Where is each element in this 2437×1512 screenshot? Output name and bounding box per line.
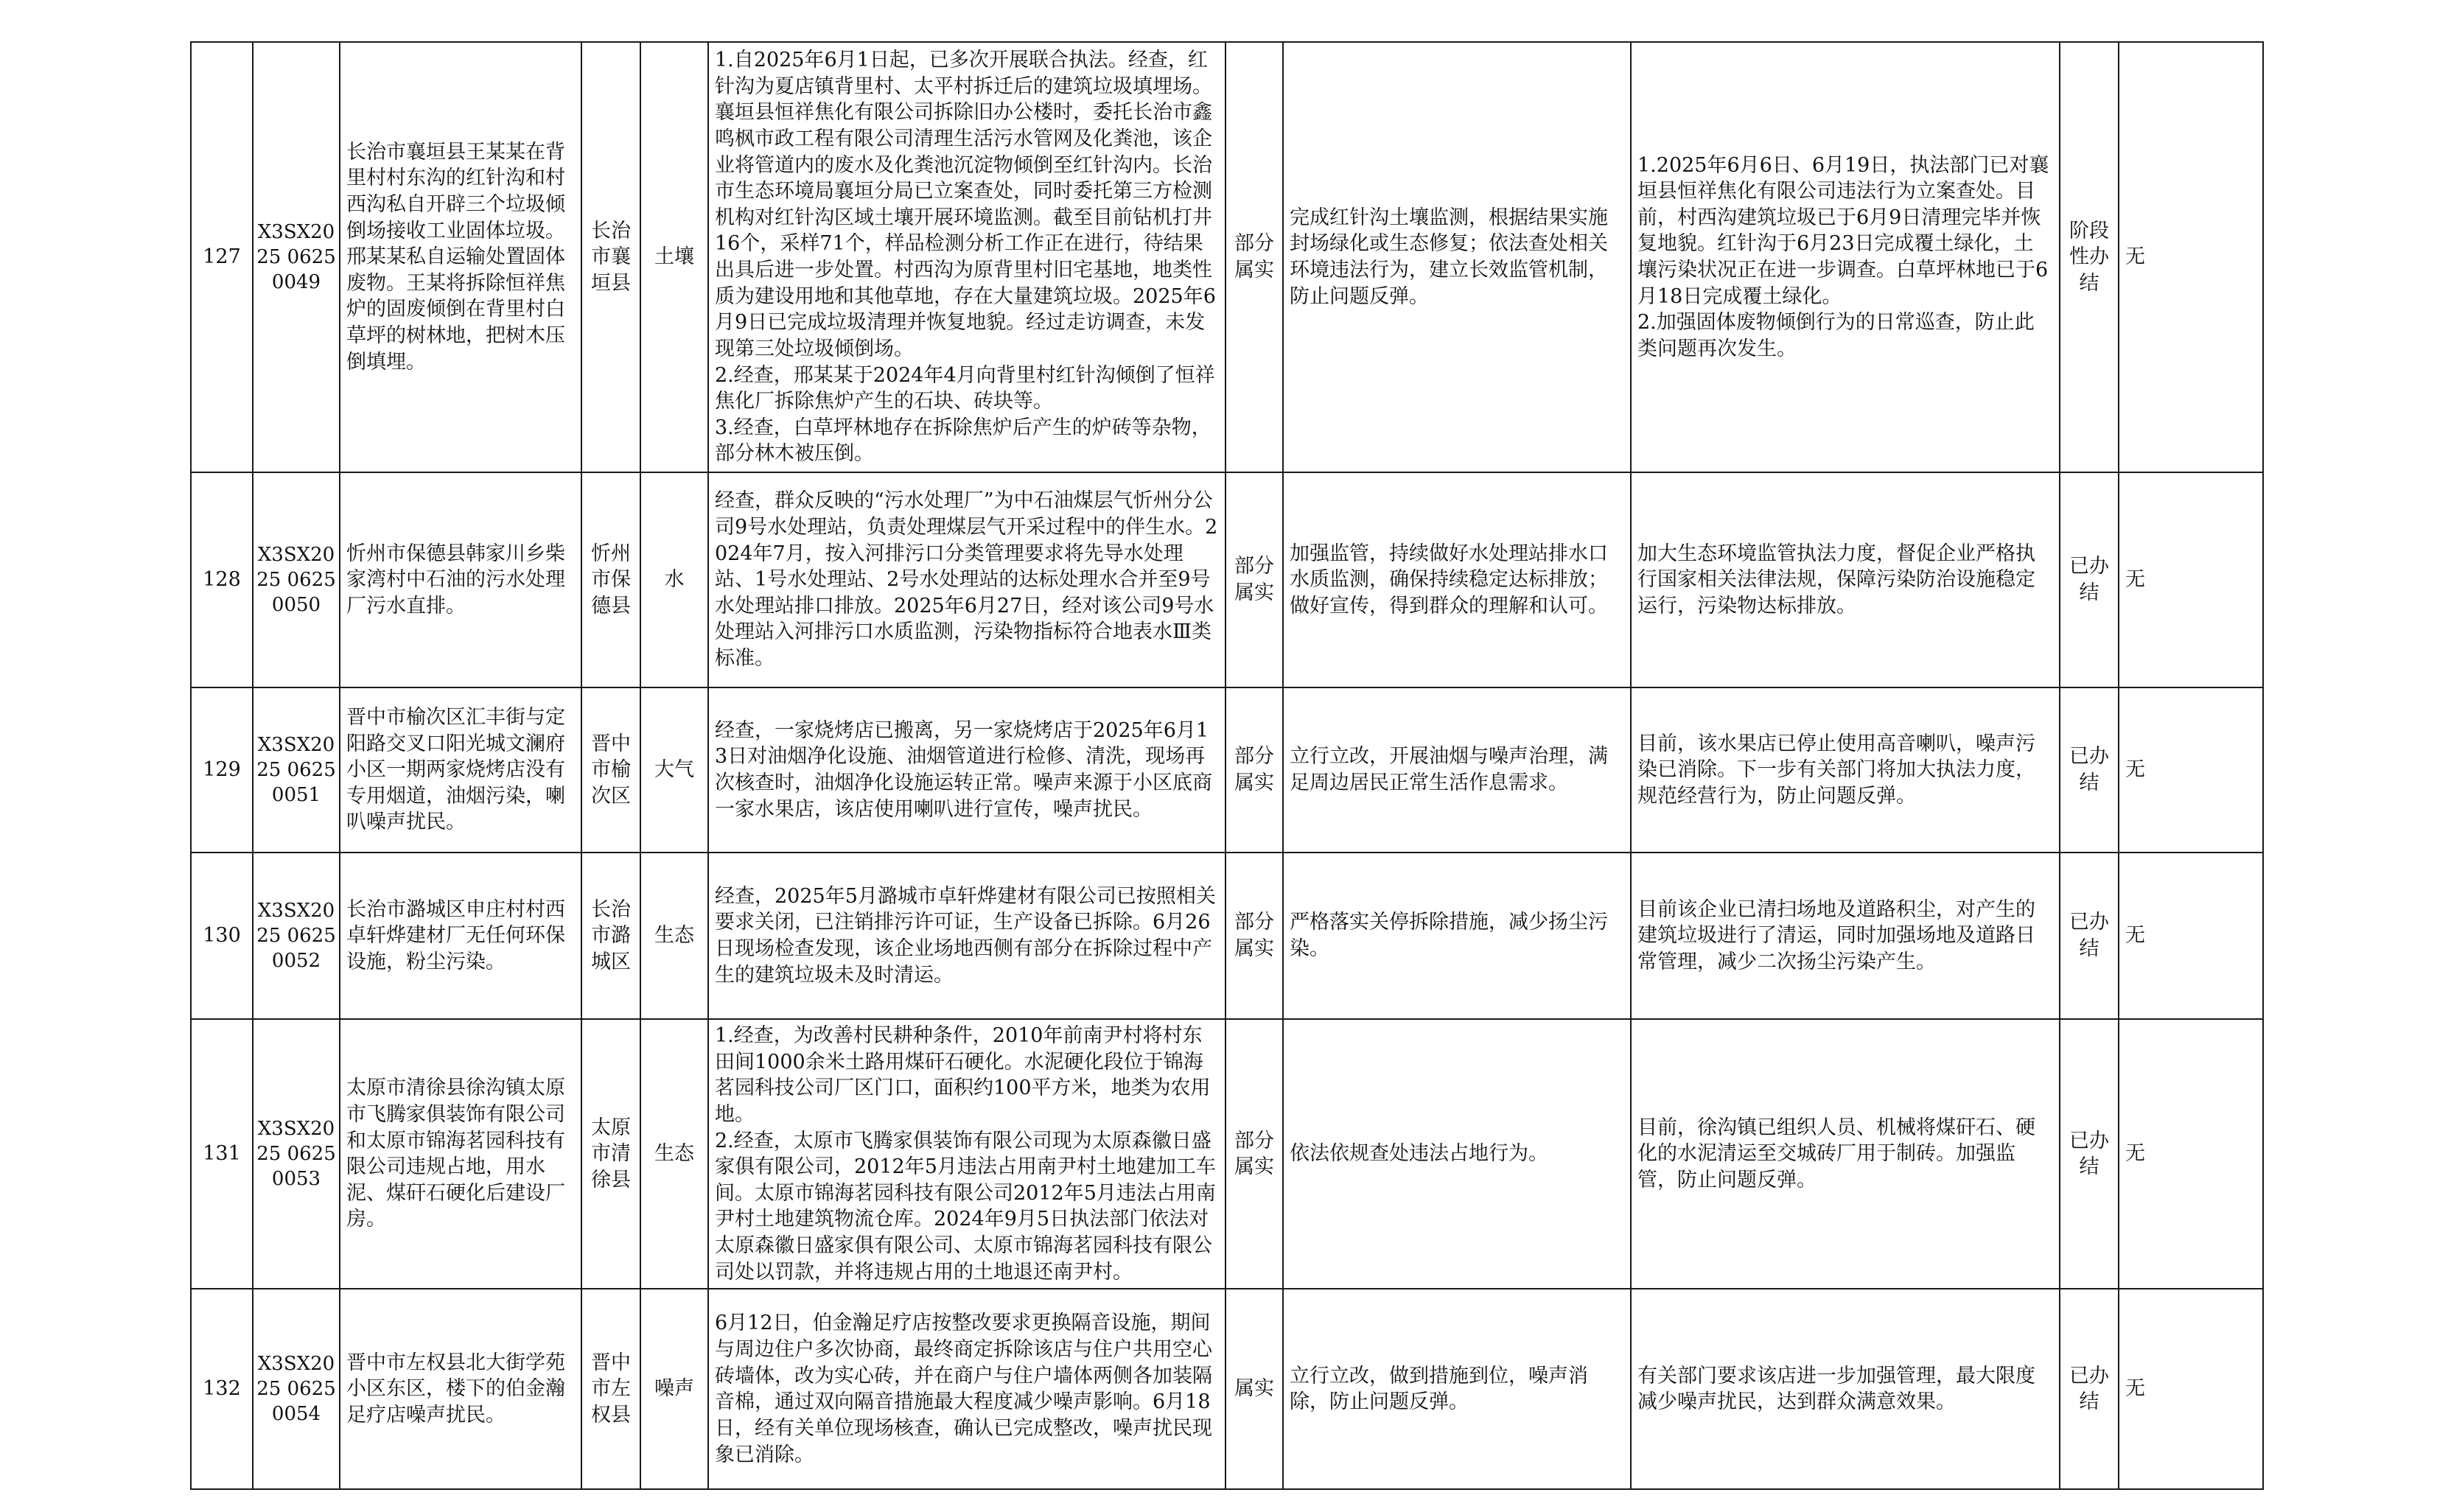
table-row — [191, 853, 2263, 1019]
results-paragraph: 2.加强固体废物倾倒行为的日常巡查，防止此类问题再次发生。 — [1637, 311, 2035, 360]
region: 晋中市左权县 — [581, 1289, 640, 1489]
row-number: 127 — [191, 42, 253, 472]
status: 已办结 — [2060, 472, 2119, 687]
investigation-findings — [708, 1019, 1226, 1289]
region: 长治市襄垣县 — [581, 42, 640, 472]
results — [1631, 1019, 2060, 1289]
investigation-findings — [708, 853, 1226, 1019]
complaint-content: 忻州市保德县韩家川乡柴家湾村中石油的污水处理厂污水直排。 — [340, 472, 581, 687]
findings-paragraph: 2.经查，邢某某于2024年4月向背里村红针沟倾倒了恒祥焦化厂拆除焦炉产生的石块、砖块等。 — [715, 363, 1215, 413]
measures: 依法依规查处违法占地行为。 — [1283, 1019, 1631, 1289]
table-row — [191, 1019, 2263, 1289]
findings-paragraph: 1.经查，为改善村民耕种条件，2010年前南尹村将村东田间1000余米土路用煤矸石硬化。水泥硬化段位于锦海茗园科技公司厂区门口，面积约100平方米，地类为农用地。 — [715, 1024, 1211, 1126]
verdict: 部分属实 — [1226, 1019, 1283, 1289]
status: 阶段性办结 — [2060, 42, 2119, 472]
row-number: 131 — [191, 1019, 253, 1289]
region: 忻州市保德县 — [581, 472, 640, 687]
accountability: 无 — [2119, 687, 2263, 853]
table-row — [191, 687, 2263, 853]
verdict: 部分属实 — [1226, 853, 1283, 1019]
investigation-findings — [708, 472, 1226, 687]
pollution-type: 生态 — [640, 1019, 708, 1289]
accountability: 无 — [2119, 42, 2263, 472]
complaint-content: 长治市襄垣县王某某在背里村村东沟的红针沟和村西沟私自开辟三个垃圾倾倒场接收工业固体垃圾。邢某某私自运输处置固体废物。王某将拆除恒祥焦炉的固废倾倒在背里村白草坪的树林地，把树木压倒填埋。 — [340, 42, 581, 472]
pollution-type: 大气 — [640, 687, 708, 853]
findings-paragraph: 3.经查，白草坪林地存在拆除焦炉后产生的炉砖等杂物，部分林木被压倒。 — [715, 416, 1211, 466]
complaint-table — [190, 41, 2264, 1490]
results-paragraph: 目前，该水果店已停止使用高音喇叭，噪声污染已消除。下一步有关部门将加大执法力度，规范经营行为，防止问题反弹。 — [1637, 732, 2035, 808]
accountability: 无 — [2119, 853, 2263, 1019]
complaint-content: 晋中市左权县北大街学苑小区东区，楼下的伯金瀚足疗店噪声扰民。 — [340, 1289, 581, 1489]
measures: 严格落实关停拆除措施，减少扬尘污染。 — [1283, 853, 1631, 1019]
status: 已办结 — [2060, 1019, 2119, 1289]
results-paragraph: 加大生态环境监管执法力度，督促企业严格执行国家相关法律法规，保障污染防治设施稳定运行，污染物达标排放。 — [1637, 542, 2035, 617]
complaint-content: 长治市潞城区申庄村村西卓轩烨建材厂无任何环保设施，粉尘污染。 — [340, 853, 581, 1019]
measures: 立行立改，做到措施到位，噪声消除，防止问题反弹。 — [1283, 1289, 1631, 1489]
row-number: 129 — [191, 687, 253, 853]
findings-paragraph: 经查，一家烧烤店已搬离，另一家烧烤店于2025年6月13日对油烟净化设施、油烟管道进行检修、清洗，现场再次核查时，油烟净化设施运转正常。噪声来源于小区底商一家水果店，该店使用喇叭进行宣传，噪声扰民。 — [715, 718, 1212, 821]
findings-paragraph: 6月12日，伯金瀚足疗店按整改要求更换隔音设施，期间与周边住户多次协商，最终商定拆除该店与住户共用空心砖墙体，改为实心砖，并在商户与住户墙体两侧各加装隔音棉，通过双向隔音措施最大程度减少噪声影响。6月18日，经有关单位现场核查，确认已完成整改，噪声扰民现象已消除。 — [715, 1312, 1212, 1466]
region: 长治市潞城区 — [581, 853, 640, 1019]
case-code: X3SX2025 06250051 — [253, 687, 340, 853]
measures: 立行立改，开展油烟与噪声治理，满足周边居民正常生活作息需求。 — [1283, 687, 1631, 853]
results-paragraph: 目前该企业已清扫场地及道路积尘，对产生的建筑垃圾进行了清运，同时加强场地及道路日常管理，减少二次扬尘污染产生。 — [1637, 897, 2035, 973]
pollution-type: 水 — [640, 472, 708, 687]
findings-paragraph: 1.自2025年6月1日起，已多次开展联合执法。经查，红针沟为夏店镇背里村、太平村拆迁后的建筑垃圾填埋场。襄垣县恒祥焦化有限公司拆除旧办公楼时，委托长治市鑫鸣枫市政工程有限公司清理生活污水管网及化粪池，该企业将管道内的废水及化粪池沉淀物倾倒至红针沟内。长治市生态环境局襄垣分局已立案查处，同时委托第三方检测机构对红针沟区域土壤开展环境监测。截至目前钻机打井16个，采样71个，样品检测分析工作正在进行，待结果出具后进一步处置。村西沟为原背里村旧宅基地，地类性质为建设用地和其他草地，存在大量建筑垃圾。2025年6月9日已完成垃圾清理并恢复地貌。经过走访调查，未发现第三处垃圾倾倒场。 — [715, 49, 1216, 360]
findings-paragraph: 经查，群众反映的“污水处理厂”为中石油煤层气忻州分公司9号水处理站，负责处理煤层气开采过程中的伴生水。2024年7月，按入河排污口分类管理要求将先导水处理站、1号水处理站、2号水处理站的达标处理水合并至9号水处理站排口排放。2025年6月27日，经对该公司9号水处理站入河排污口水质监测，污染物指标符合地表水Ⅲ类标准。 — [715, 489, 1218, 671]
results — [1631, 1289, 2060, 1489]
table-row — [191, 42, 2263, 472]
results-paragraph: 目前，徐沟镇已组织人员、机械将煤矸石、硬化的水泥清运至交城砖厂用于制砖。加强监管，防止问题反弹。 — [1637, 1116, 2035, 1191]
pollution-type: 土壤 — [640, 42, 708, 472]
measures: 加强监管，持续做好水处理站排水口水质监测，确保持续稳定达标排放；做好宣传，得到群众的理解和认可。 — [1283, 472, 1631, 687]
pollution-type: 噪声 — [640, 1289, 708, 1489]
case-code: X3SX2025 06250053 — [253, 1019, 340, 1289]
accountability: 无 — [2119, 1019, 2263, 1289]
region: 晋中市榆次区 — [581, 687, 640, 853]
investigation-findings — [708, 687, 1226, 853]
case-code: X3SX2025 06250054 — [253, 1289, 340, 1489]
status: 已办结 — [2060, 687, 2119, 853]
measures: 完成红针沟土壤监测，根据结果实施封场绿化或生态修复；依法查处相关环境违法行为，建立长效监管机制，防止问题反弹。 — [1283, 42, 1631, 472]
accountability: 无 — [2119, 1289, 2263, 1489]
verdict: 部分属实 — [1226, 42, 1283, 472]
case-code: X3SX2025 06250052 — [253, 853, 340, 1019]
complaint-content: 太原市清徐县徐沟镇太原市飞腾家俱装饰有限公司和太原市锦海茗园科技有限公司违规占地，用水泥、煤矸石硬化后建设厂房。 — [340, 1019, 581, 1289]
findings-paragraph: 经查，2025年5月潞城市卓轩烨建材有限公司已按照相关要求关闭，已注销排污许可证，生产设备已拆除。6月26日现场检查发现，该企业场地西侧有部分在拆除过程中产生的建筑垃圾未及时清运。 — [715, 884, 1216, 987]
region: 太原市清徐县 — [581, 1019, 640, 1289]
investigation-findings — [708, 42, 1226, 472]
row-number: 130 — [191, 853, 253, 1019]
row-number: 128 — [191, 472, 253, 687]
table-row — [191, 1289, 2263, 1489]
case-code: X3SX2025 06250050 — [253, 472, 340, 687]
case-code: X3SX2025 06250049 — [253, 42, 340, 472]
verdict: 属实 — [1226, 1289, 1283, 1489]
investigation-findings — [708, 1289, 1226, 1489]
results — [1631, 42, 2060, 472]
results — [1631, 853, 2060, 1019]
row-number: 132 — [191, 1289, 253, 1489]
table-row — [191, 472, 2263, 687]
results — [1631, 687, 2060, 853]
findings-paragraph: 2.经查，太原市飞腾家俱装饰有限公司现为太原森徽日盛家俱有限公司，2012年5月违法占用南尹村土地建加工车间。太原市锦海茗园科技有限公司2012年5月违法占用南尹村土地建筑物流仓库。2024年9月5日执法部门依法对太原森徽日盛家俱有限公司、太原市锦海茗园科技有限公司处以罚款，并将违规占用的土地退还南尹村。 — [715, 1129, 1216, 1284]
accountability: 无 — [2119, 472, 2263, 687]
pollution-type: 生态 — [640, 853, 708, 1019]
complaint-content: 晋中市榆次区汇丰街与定阳路交叉口阳光城文澜府小区一期两家烧烤店没有专用烟道，油烟污染，喇叭噪声扰民。 — [340, 687, 581, 853]
status: 已办结 — [2060, 853, 2119, 1019]
results-paragraph: 1.2025年6月6日、6月19日，执法部门已对襄垣县恒祥焦化有限公司违法行为立案查处。目前，村西沟建筑垃圾已于6月9日清理完毕并恢复地貌。红针沟于6月23日完成覆土绿化，土壤污染状况正在进一步调查。白草坪林地已于6月18日完成覆土绿化。 — [1637, 153, 2049, 308]
status: 已办结 — [2060, 1289, 2119, 1489]
verdict: 部分属实 — [1226, 687, 1283, 853]
results — [1631, 472, 2060, 687]
results-paragraph: 有关部门要求该店进一步加强管理，最大限度减少噪声扰民，达到群众满意效果。 — [1637, 1364, 2035, 1414]
verdict: 部分属实 — [1226, 472, 1283, 687]
